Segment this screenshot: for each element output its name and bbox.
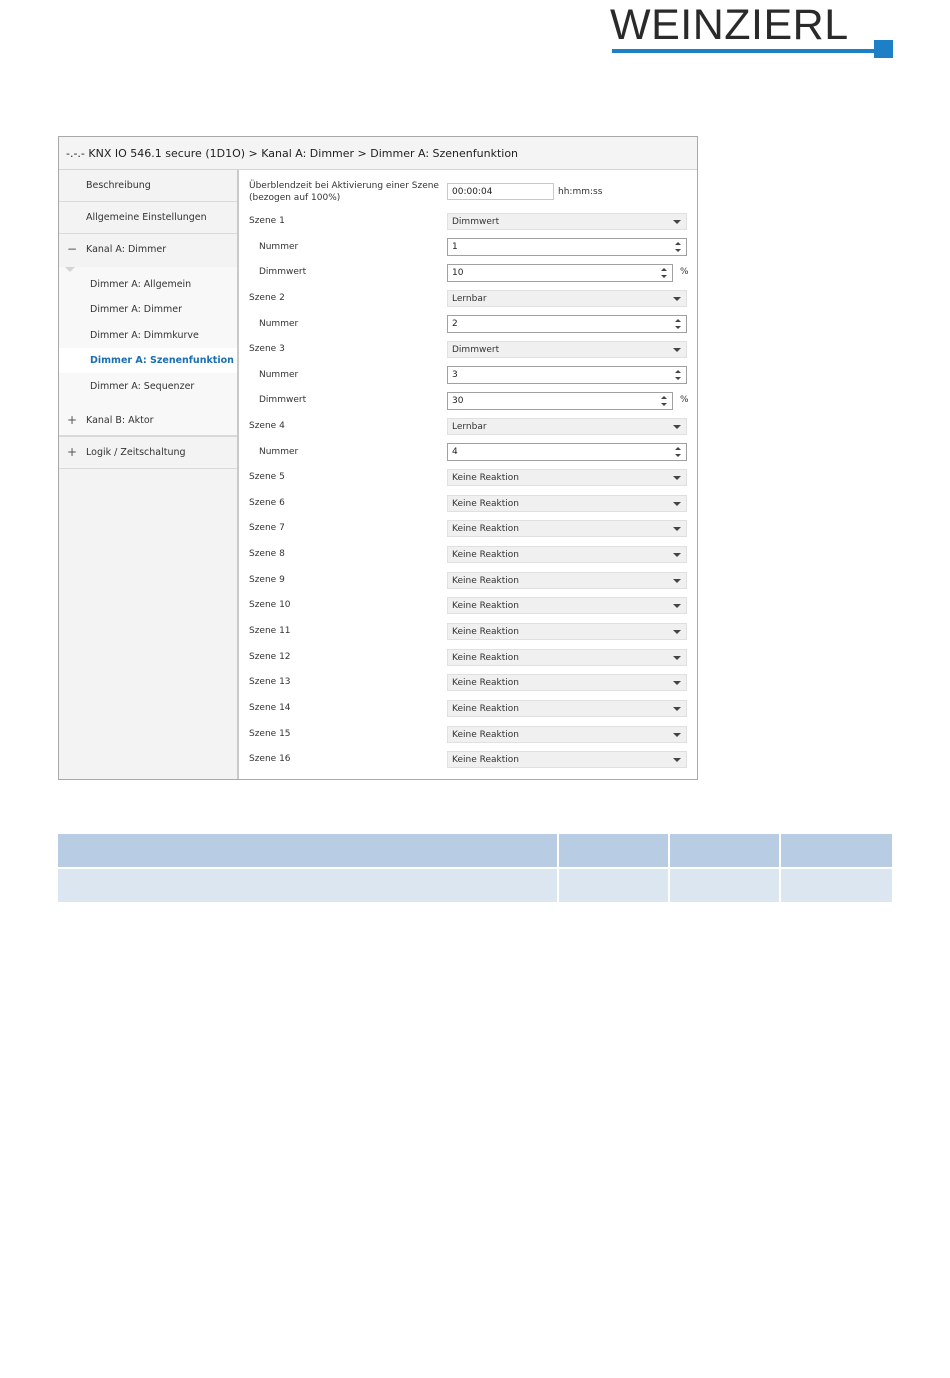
scene-2-label: Szene 2	[249, 293, 285, 303]
spin-up-icon[interactable]	[661, 396, 667, 399]
scene-14-value: Keine Reaktion	[452, 704, 519, 714]
sidebar-item-label: Kanal A: Dimmer	[86, 244, 167, 255]
scene-3-dimmwert-stepper[interactable]	[447, 392, 673, 410]
scene-9-label: Szene 9	[249, 575, 285, 585]
chevron-down-icon	[673, 425, 681, 429]
weinzierl-logo	[610, 1, 894, 60]
sidebar-item-label: Dimmer A: Dimmer	[90, 304, 182, 315]
scene-2-number-value: 2	[452, 319, 458, 329]
breadcrumb: -.-.- KNX IO 546.1 secure (1D1O) > Kanal A: Dimmer > Dimmer A: Szenenfunktion	[59, 137, 697, 170]
chevron-down-icon	[673, 681, 681, 685]
blend-time-unit: hh:mm:ss	[558, 187, 603, 197]
scene-3-value: Dimmwert	[452, 345, 500, 355]
scene-5-label: Szene 5	[249, 472, 285, 482]
scene-1-number-label: Nummer	[259, 242, 299, 252]
expand-icon[interactable]: +	[67, 445, 78, 459]
spin-down-icon[interactable]	[661, 403, 667, 406]
sidebar-item-label: Allgemeine Einstellungen	[86, 212, 207, 223]
percent-unit: %	[680, 395, 689, 405]
chevron-down-icon	[673, 579, 681, 583]
chevron-down-icon	[673, 297, 681, 301]
scene-1-number-stepper[interactable]	[447, 238, 687, 256]
scene-5-select[interactable]	[447, 469, 687, 486]
scene-15-select[interactable]	[447, 726, 687, 743]
scene-14-label: Szene 14	[249, 703, 291, 713]
scene-8-value: Keine Reaktion	[452, 550, 519, 560]
scene-11-label: Szene 11	[249, 626, 291, 636]
chevron-down-icon	[673, 630, 681, 634]
scene-4-select[interactable]	[447, 418, 687, 435]
scene-3-number-stepper[interactable]	[447, 366, 687, 384]
scene-12-select[interactable]	[447, 649, 687, 666]
sidebar-item-dimmer-a-dimmkurve[interactable]	[59, 323, 237, 348]
ets-parameter-window	[58, 136, 698, 780]
sidebar-item-kanal-a-dimmer[interactable]	[59, 234, 237, 266]
blend-time-sublabel: (bezogen auf 100%)	[249, 193, 341, 203]
scene-12-label: Szene 12	[249, 652, 291, 662]
table-cell	[781, 869, 892, 902]
chevron-down-icon	[673, 476, 681, 480]
expand-icon[interactable]: +	[67, 413, 78, 427]
scene-13-select[interactable]	[447, 674, 687, 691]
sidebar-item-label: Dimmer A: Szenenfunktion	[90, 355, 234, 366]
sidebar-item-label: Dimmer A: Sequenzer	[90, 381, 195, 392]
scene-1-dimmwert-label: Dimmwert	[259, 267, 307, 277]
scene-1-select[interactable]	[447, 213, 687, 230]
scene-12-value: Keine Reaktion	[452, 653, 519, 663]
scene-16-value: Keine Reaktion	[452, 755, 519, 765]
sidebar-item-dimmer-a-szenenfunktion[interactable]	[59, 348, 237, 373]
table-header-cell	[58, 834, 557, 867]
chevron-down-icon	[673, 553, 681, 557]
scene-13-label: Szene 13	[249, 677, 291, 687]
scene-7-value: Keine Reaktion	[452, 524, 519, 534]
logo-underline	[612, 49, 876, 53]
sidebar-item-kanal-b-aktor[interactable]	[59, 405, 237, 437]
sidebar-item-label: Dimmer A: Dimmkurve	[90, 330, 199, 341]
chevron-down-icon	[673, 348, 681, 352]
scene-10-value: Keine Reaktion	[452, 601, 519, 611]
scene-2-value: Lernbar	[452, 294, 487, 304]
scene-4-number-label: Nummer	[259, 447, 299, 457]
blend-time-label: Überblendzeit bei Aktivierung einer Szene	[249, 181, 439, 191]
scene-1-dimmwert-value: 10	[452, 268, 464, 278]
scene-1-number-value: 1	[452, 242, 458, 252]
scene-10-label: Szene 10	[249, 600, 291, 610]
sidebar-item-label: Beschreibung	[86, 180, 151, 191]
scene-3-dimmwert-label: Dimmwert	[259, 395, 307, 405]
sidebar-item-dimmer-a-allgemein[interactable]	[59, 272, 237, 297]
scene-3-dimmwert-value: 30	[452, 396, 464, 406]
sidebar	[59, 170, 239, 779]
scene-3-number-value: 3	[452, 370, 458, 380]
scene-6-select[interactable]	[447, 495, 687, 512]
scene-16-select[interactable]	[447, 751, 687, 768]
table-cell	[559, 869, 668, 902]
chevron-down-icon	[673, 502, 681, 506]
spin-up-icon[interactable]	[675, 370, 681, 373]
blend-time-input[interactable]: 00:00:04	[447, 183, 554, 200]
scene-4-value: Lernbar	[452, 422, 487, 432]
spin-down-icon[interactable]	[675, 249, 681, 252]
sidebar-item-dimmer-a-dimmer[interactable]	[59, 297, 237, 322]
table-cell	[58, 869, 557, 902]
scene-3-select[interactable]	[447, 341, 687, 358]
spin-down-icon[interactable]	[675, 377, 681, 380]
table-header-cell	[559, 834, 668, 867]
scene-7-label: Szene 7	[249, 523, 285, 533]
scene-11-select[interactable]	[447, 623, 687, 640]
spin-up-icon[interactable]	[675, 447, 681, 450]
chevron-down-icon	[673, 758, 681, 762]
parameter-panel	[239, 170, 697, 779]
scene-9-value: Keine Reaktion	[452, 576, 519, 586]
spin-down-icon[interactable]	[661, 275, 667, 278]
scene-5-value: Keine Reaktion	[452, 473, 519, 483]
scene-1-dimmwert-stepper[interactable]	[447, 264, 673, 282]
scene-2-number-stepper[interactable]	[447, 315, 687, 333]
sidebar-item-label: Logik / Zeitschaltung	[86, 447, 186, 458]
scene-3-number-label: Nummer	[259, 370, 299, 380]
scene-2-number-label: Nummer	[259, 319, 299, 329]
sidebar-item-label: Dimmer A: Allgemein	[90, 279, 192, 290]
chevron-down-icon	[673, 733, 681, 737]
scene-6-value: Keine Reaktion	[452, 499, 519, 509]
spin-up-icon[interactable]	[661, 268, 667, 271]
sidebar-item-beschreibung[interactable]	[59, 170, 237, 202]
scene-7-select[interactable]	[447, 520, 687, 537]
chevron-down-icon	[673, 527, 681, 531]
scene-15-label: Szene 15	[249, 729, 291, 739]
scene-13-value: Keine Reaktion	[452, 678, 519, 688]
scene-4-number-value: 4	[452, 447, 458, 457]
scene-14-select[interactable]	[447, 700, 687, 717]
chevron-down-icon	[673, 604, 681, 608]
chevron-down-icon	[673, 707, 681, 711]
spin-up-icon[interactable]	[675, 319, 681, 322]
scene-4-number-stepper[interactable]	[447, 443, 687, 461]
percent-unit: %	[680, 267, 689, 277]
scene-16-label: Szene 16	[249, 754, 291, 764]
sidebar-item-allgemeine-einstellungen[interactable]	[59, 202, 237, 234]
sidebar-item-logik-zeitschaltung[interactable]	[59, 437, 237, 469]
scene-8-select[interactable]	[447, 546, 687, 563]
scene-10-select[interactable]	[447, 597, 687, 614]
scene-1-label: Szene 1	[249, 216, 285, 226]
scene-6-label: Szene 6	[249, 498, 285, 508]
spin-up-icon[interactable]	[675, 242, 681, 245]
scene-2-select[interactable]	[447, 290, 687, 307]
scene-1-value: Dimmwert	[452, 217, 500, 227]
logo-text: WEINZIERL	[610, 1, 849, 49]
chevron-down-icon	[673, 656, 681, 660]
scene-15-value: Keine Reaktion	[452, 730, 519, 740]
scene-8-label: Szene 8	[249, 549, 285, 559]
scene-3-label: Szene 3	[249, 344, 285, 354]
collapse-icon[interactable]: −	[67, 242, 78, 256]
spin-down-icon[interactable]	[675, 326, 681, 329]
spin-down-icon[interactable]	[675, 454, 681, 457]
table-cell	[670, 869, 779, 902]
scene-4-label: Szene 4	[249, 421, 285, 431]
table-header-cell	[670, 834, 779, 867]
chevron-down-icon	[673, 220, 681, 224]
logo-square	[874, 40, 893, 58]
scene-11-value: Keine Reaktion	[452, 627, 519, 637]
sidebar-item-label: Kanal B: Aktor	[86, 415, 154, 426]
scene-9-select[interactable]	[447, 572, 687, 589]
table-header-cell	[781, 834, 892, 867]
sidebar-item-dimmer-a-sequenzer[interactable]	[59, 374, 237, 399]
